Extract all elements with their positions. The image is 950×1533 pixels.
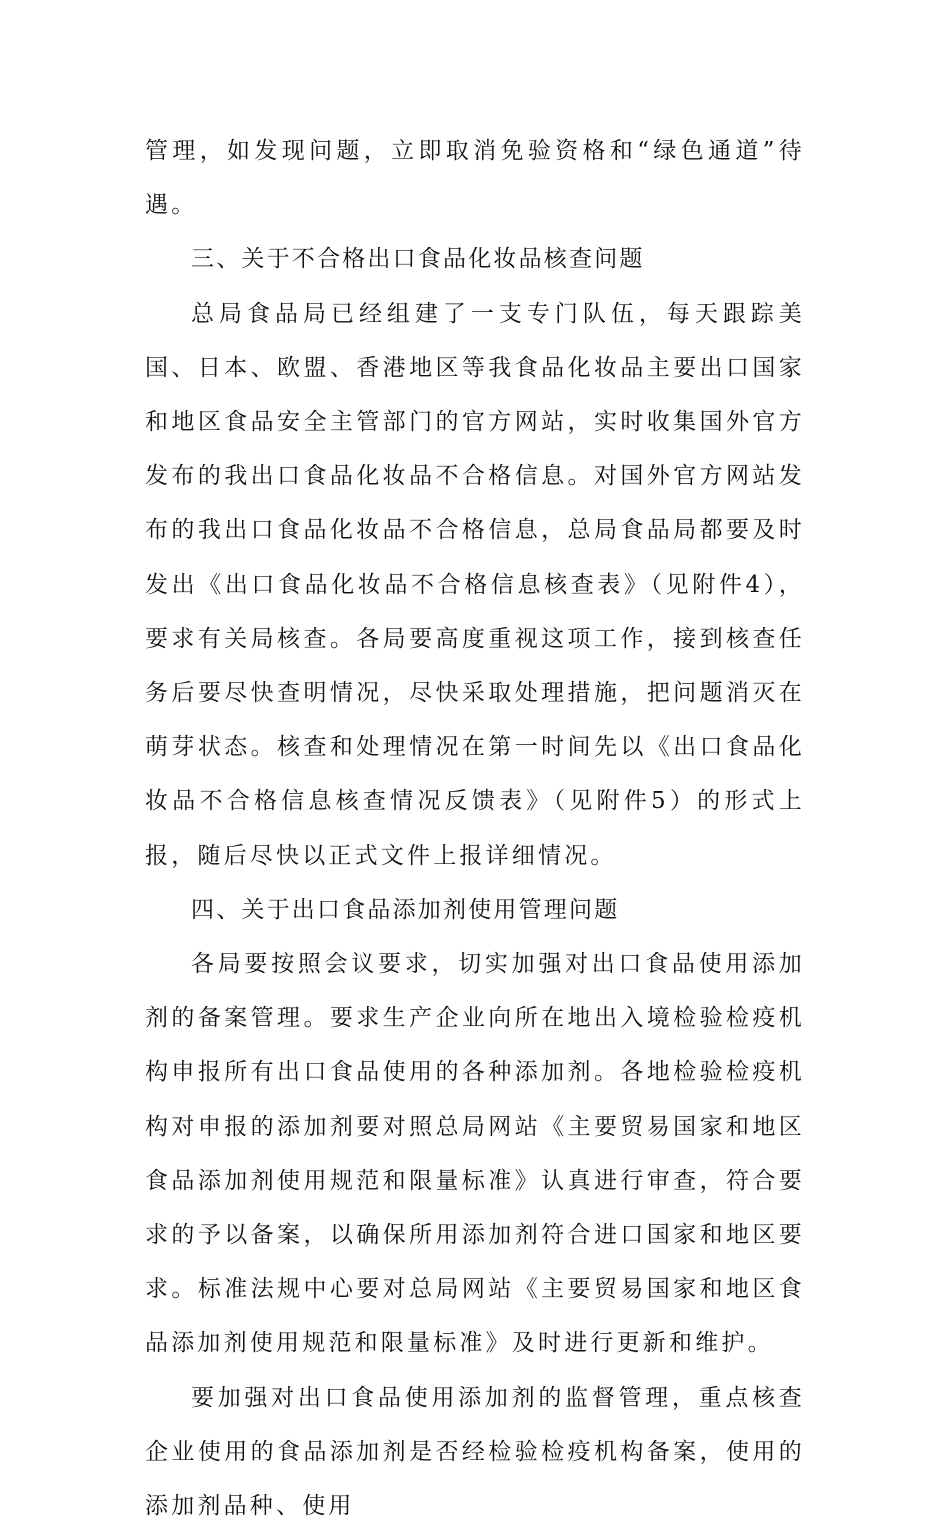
document-body	[145, 124, 805, 1533]
paragraph-continuation: 管理，如发现问题，立即取消免验资格和“绿色通道”待遇。	[145, 138, 805, 219]
section-heading-4: 四、关于出口食品添加剂使用管理问题	[191, 896, 620, 923]
section-heading-3: 三、关于不合格出口食品化妆品核查问题	[191, 246, 645, 273]
paragraph-additive-filing: 各局要按照会议要求，切实加强对出口食品使用添加剂的备案管理。要求生产企业向所在地出入境检验检疫机构申报所有出口食品使用的各种添加剂。各地检验检疫机构对申报的添加剂要对照总局网站《主要贸易国家和地区食品添加剂使用规范和限量标准》认真进行审查，符合要求的予以备案，以确保所用添加剂符合进口国家和地区要求。标准法规中心要对总局网站《主要贸易国家和地区食品添加剂使用规范和限量标准》及时进行更新和维护。	[145, 951, 805, 1357]
paragraph-additive-supervision: 要加强对出口食品使用添加剂的监督管理，重点核查企业使用的食品添加剂是否经检验检疫机构备案，使用的添加剂品种、使用	[145, 1384, 805, 1520]
paragraph-inspection: 总局食品局已经组建了一支专门队伍，每天跟踪美国、日本、欧盟、香港地区等我食品化妆品主要出口国家和地区食品安全主管部门的官方网站，实时收集国外官方发布的我出口食品化妆品不合格信息。对国外官方网站发布的我出口食品化妆品不合格信息，总局食品局都要及时发出《出口食品化妆品不合格信息核查表》（见附件4），要求有关局核查。各局要高度重视这项工作，接到核查任务后要尽快查明情况，尽快采取处理措施，把问题消灭在萌芽状态。核查和处理情况在第一时间先以《出口食品化妆品不合格信息核查情况反馈表》（见附件5）的形式上报，随后尽快以正式文件上报详细情况。	[145, 300, 805, 869]
